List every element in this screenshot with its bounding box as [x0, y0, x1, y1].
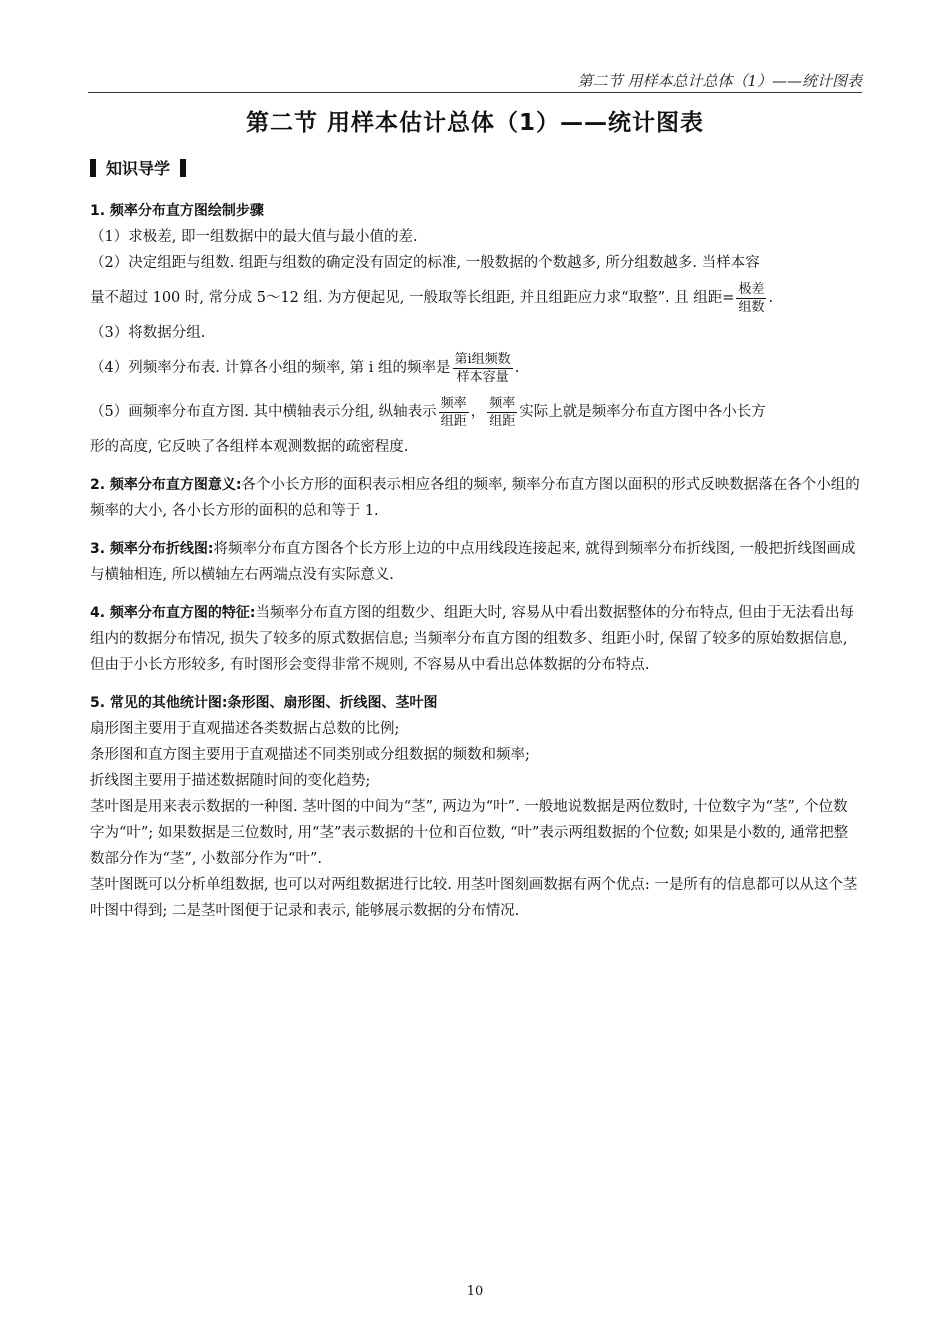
s3-text: 将频率分布直方图各个长方形上边的中点用线段连接起来, 就得到频率分布折线图, 一般把折线图画成与横轴相连, 所以横轴左右两端点没有实际意义.	[90, 541, 856, 583]
s1-step2-text: 量不超过 100 时, 常分成 5～12 组. 为方便起见, 一般取等长组距, 并且组距应力求“取整”. 且 组距=	[90, 290, 735, 306]
page-number: 10	[466, 1284, 484, 1299]
section-label-text: 知识导学	[106, 159, 171, 178]
s1-step1: （1）求极差, 即一组数据中的最大值与最小值的差.	[90, 229, 418, 245]
fraction-frequency-over-width-2	[487, 395, 517, 430]
section-bar-right	[180, 159, 186, 177]
fraction-numerator: 频率	[440, 395, 467, 411]
s1-step3: （3）将数据分组.	[90, 325, 206, 341]
fraction-denominator: 组距	[489, 413, 516, 429]
period: .	[768, 290, 774, 306]
s4-text: 当频率分布直方图的组数少、组距大时, 容易从中看出数据整体的分布特点, 但由于无法看出每组内的数据分布情况, 损失了较多的原式数据信息; 当频率分布直方图的组数多、组距小时, 保留了较多的原始数据信息, 但由于小长方形较多, 有时图形会变得非常不规则, 不容易从中看出总体数据的分布特点.	[90, 605, 854, 673]
page-title: 第二节 用样本估计总体（1）——统计图表	[245, 110, 704, 136]
s1-step5-line2: 形的高度, 它反映了各组样本观测数据的疏密程度.	[90, 439, 409, 455]
fraction-frequency	[453, 351, 513, 386]
fraction-range-over-groups	[736, 281, 766, 316]
running-header: 第二节 用样本总计总体（1）——统计图表	[577, 72, 862, 90]
comma: ，	[470, 404, 486, 420]
s1-step5	[90, 390, 862, 434]
section-label	[90, 156, 186, 179]
fraction-denominator: 样本容量	[456, 369, 509, 385]
content	[90, 198, 862, 924]
fraction-numerator: 第i组频数	[454, 351, 511, 367]
s2-text: 各个小长方形的面积表示相应各组的频率, 频率分布直方图以面积的形式反映数据落在各个小组的频率的大小, 各小长方形的面积的总和等于 1.	[90, 477, 860, 519]
s1-step5-text-b: 实际上就是频率分布直方图中各小长方	[519, 404, 766, 420]
s3-title: 3. 频率分布折线图:	[90, 541, 214, 557]
s4-title: 4. 频率分布直方图的特征:	[90, 605, 256, 621]
s5-line2: 条形图和直方图主要用于直观描述不同类别或分组数据的频数和频率;	[90, 747, 530, 763]
period: .	[514, 360, 520, 376]
s5-line1: 扇形图主要用于直观描述各类数据占总数的比例;	[90, 721, 400, 737]
s2-paragraph	[90, 472, 862, 524]
s5-line4: 茎叶图是用来表示数据的一种图. 茎叶图的中间为“茎”, 两边为“叶”. 一般地说数据是两位数时, 十位数字为“茎”, 个位数字为“叶”; 如果数据是三位数时, 用“茎”表示数据的十位和百位数, “叶”表示两组数据的个位数; 如果是小数的, 通常把整数部分作为“茎”, 小数部分作为“叶”.	[90, 799, 849, 867]
fraction-numerator: 极差	[738, 281, 765, 297]
header-rule	[88, 92, 862, 93]
s1-step2-line1: （2）决定组距与组数. 组距与组数的确定没有固定的标准, 一般数据的个数越多, 所分组数越多. 当样本容	[90, 255, 760, 271]
fraction-denominator: 组距	[440, 413, 467, 429]
s1-step4	[90, 346, 862, 390]
s3-paragraph	[90, 536, 862, 588]
s4-paragraph	[90, 600, 862, 678]
s5-line5: 茎叶图既可以分析单组数据, 也可以对两组数据进行比较. 用茎叶图刻画数据有两个优点: 一是所有的信息都可以从这个茎叶图中得到; 二是茎叶图便于记录和表示, 能够展示数据的分布情况.	[90, 877, 858, 919]
s1-step2-line2	[90, 276, 862, 320]
s1-step5-text: （5）画频率分布直方图. 其中横轴表示分组, 纵轴表示	[90, 404, 437, 420]
section-bar-left	[90, 159, 96, 177]
fraction-frequency-over-width	[439, 395, 469, 430]
s2-title: 2. 频率分布直方图意义:	[90, 477, 242, 493]
s5-title: 5. 常见的其他统计图:条形图、扇形图、折线图、茎叶图	[90, 695, 438, 711]
s5-line3: 折线图主要用于描述数据随时间的变化趋势;	[90, 773, 371, 789]
s1-title: 1. 频率分布直方图绘制步骤	[90, 203, 264, 219]
fraction-numerator: 频率	[489, 395, 516, 411]
fraction-denominator: 组数	[738, 299, 765, 315]
s1-step4-text: （4）列频率分布表. 计算各小组的频率, 第 i 组的频率是	[90, 360, 451, 376]
